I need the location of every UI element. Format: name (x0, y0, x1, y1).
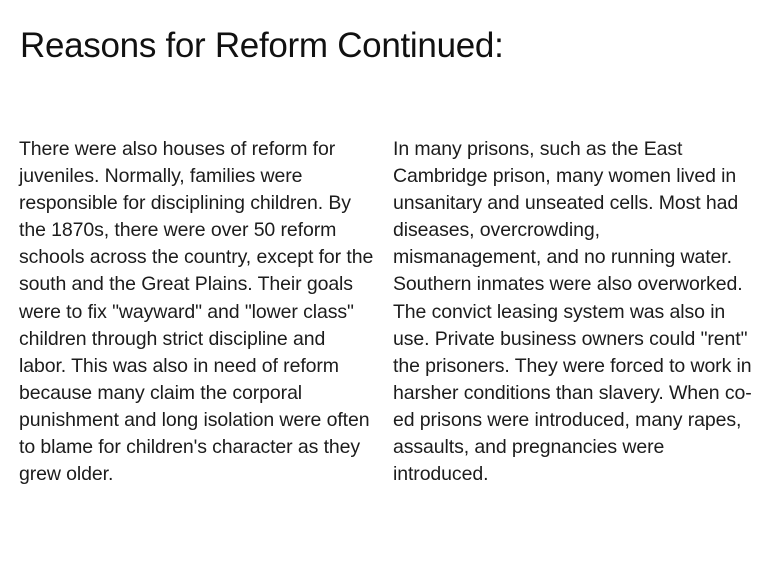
right-column-text: In many prisons, such as the East Cambridge prison, many women lived in unsanitary and unseated cells. Most had diseases, overcrowding, mismanagement, and no running water. Southern inmates were also overworked. The convict leasing system was also in use. Private business owners could "rent" the prisoners. They were forced to work in harsher conditions than slavery. When co-ed prisons were introduced, many rapes, assaults, and pregnancies were introduced. (393, 138, 752, 486)
slide-title: Reasons for Reform Continued: (20, 26, 504, 65)
left-column-text: There were also houses of reform for juveniles. Normally, families were responsible for disciplining children. By the 1870s, there were over 50 reform schools across the country, except for the south and the Great Plains. Their goals were to fix "wayward" and "lower class" children through strict discipline and labor. This was also in need of reform because many claim the corporal punishment and long isolation were often to blame for children's character as they grew older. (19, 138, 374, 486)
